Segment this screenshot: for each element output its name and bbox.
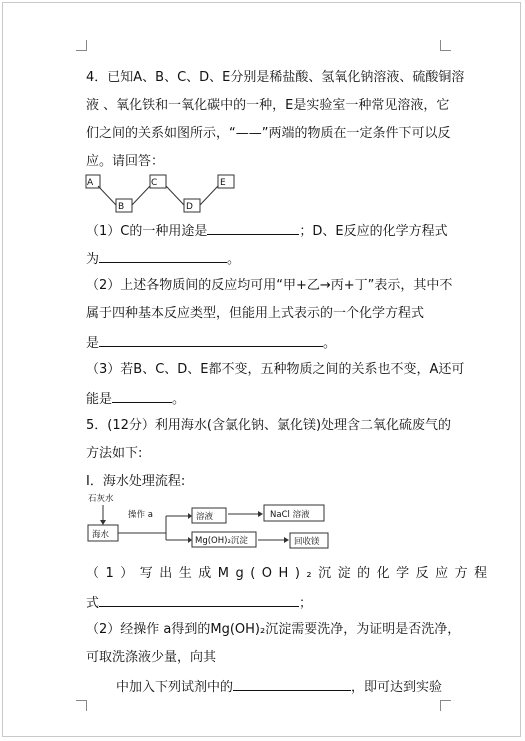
q5-line-2: 方法如下: <box>86 446 143 461</box>
label-e: E <box>220 178 226 188</box>
q4-p2-line-1: （2）上述各物质间的反应均可用“甲+乙→丙+丁”表示，其中不 <box>86 278 453 293</box>
crop-mark <box>440 40 451 51</box>
q5-p2-text-2: ，即可达到实验 <box>351 680 443 695</box>
mgoh2-label: Mg(OH)₂沉淀 <box>195 536 248 546</box>
label-b: B <box>118 202 125 212</box>
q4-p2-line-3 <box>86 334 336 352</box>
q4-p2-text: 是 <box>86 336 100 351</box>
q5-section-1-title: Ⅰ．海水处理流程: <box>86 474 186 489</box>
q4-line-1: 4．已知A、B、C、D、E分别是稀盐酸、氢氧化钠溶液、硫酸铜溶 <box>86 70 465 85</box>
q4-p3-line-2 <box>86 390 185 408</box>
label-d: D <box>186 202 193 212</box>
q4-p1-end: 。 <box>227 252 241 267</box>
q4-p2-end: 。 <box>323 336 337 351</box>
nacl-label: NaCl 溶液 <box>270 510 310 520</box>
q4-p1-text-2: ；D、E反应的化学方程式 <box>299 224 448 239</box>
q4-line-4: 应。请回答： <box>86 154 165 169</box>
label-c: C <box>151 178 158 188</box>
arrow-right-icon <box>188 513 192 519</box>
q4-p1-line-2 <box>86 250 240 268</box>
q4-p1-line-1 <box>86 222 448 240</box>
q5-p1-line-1: （1）写出生成Mg(OH)₂沉淀的化学反应方程 <box>86 566 494 581</box>
q4-p2-line-2: 属于四种基本反应类型，但能用上式表示的一个化学方程式 <box>86 306 425 321</box>
q4-line-3: 们之间的关系如图所示，“——”两端的物质在一定条件下可以反 <box>86 126 451 141</box>
answer-blank[interactable] <box>99 250 227 263</box>
operation-label: 操作 a <box>128 510 153 520</box>
q4-p1-text: （1）C的一种用途是 <box>86 224 208 239</box>
seawater-flow-diagram <box>84 490 344 556</box>
crop-mark <box>76 40 87 51</box>
q4-p1-text-3: 为 <box>86 252 100 267</box>
recover-label: 回收镁 <box>294 537 320 547</box>
q5-p2-text: 中加入下列试剂中的 <box>116 680 234 695</box>
q5-p2-line-1: （2）经操作 a得到的Mg(OH)₂沉淀需要洗净，为证明是否洗净， <box>86 622 461 637</box>
solution-label: 溶液 <box>196 512 214 522</box>
q4-p3-line-1: （3）若B、C、D、E都不变，五种物质之间的关系也不变，A还可 <box>86 362 465 377</box>
answer-blank[interactable] <box>99 334 323 347</box>
q4-relation-diagram <box>84 172 244 216</box>
q5-p2-line-3 <box>116 678 442 696</box>
answer-blank[interactable] <box>207 222 299 235</box>
crop-mark <box>76 700 87 711</box>
arrow-right-icon <box>284 537 289 543</box>
q5-line-1: 5．(12分）利用海水(含氯化钠、氯化镁)处理含二氧化硫废气的 <box>86 418 452 433</box>
arrow-down-icon <box>100 520 106 525</box>
crop-mark <box>440 700 451 711</box>
answer-blank[interactable] <box>112 390 172 403</box>
q5-p1-end: ； <box>299 596 313 611</box>
q4-p3-text: 能是 <box>86 392 113 407</box>
q4-line-2: 液 、氧化铁和一氧化碳中的一种，E是实验室一种常见溶液，它 <box>86 98 450 113</box>
q5-p1-text: 式 <box>86 596 100 611</box>
label-a: A <box>87 178 94 188</box>
q5-p1-line-2 <box>86 594 312 612</box>
q5-p2-line-2: 可取洗涤液少量，向其 <box>86 650 217 665</box>
arrow-right-icon <box>188 537 192 543</box>
answer-blank[interactable] <box>233 678 351 691</box>
answer-blank[interactable] <box>99 594 299 607</box>
q4-p3-end: 。 <box>172 392 186 407</box>
arrow-right-icon <box>258 511 263 517</box>
seawater-label: 海水 <box>92 530 110 540</box>
limewater-label: 石灰水 <box>88 494 114 504</box>
